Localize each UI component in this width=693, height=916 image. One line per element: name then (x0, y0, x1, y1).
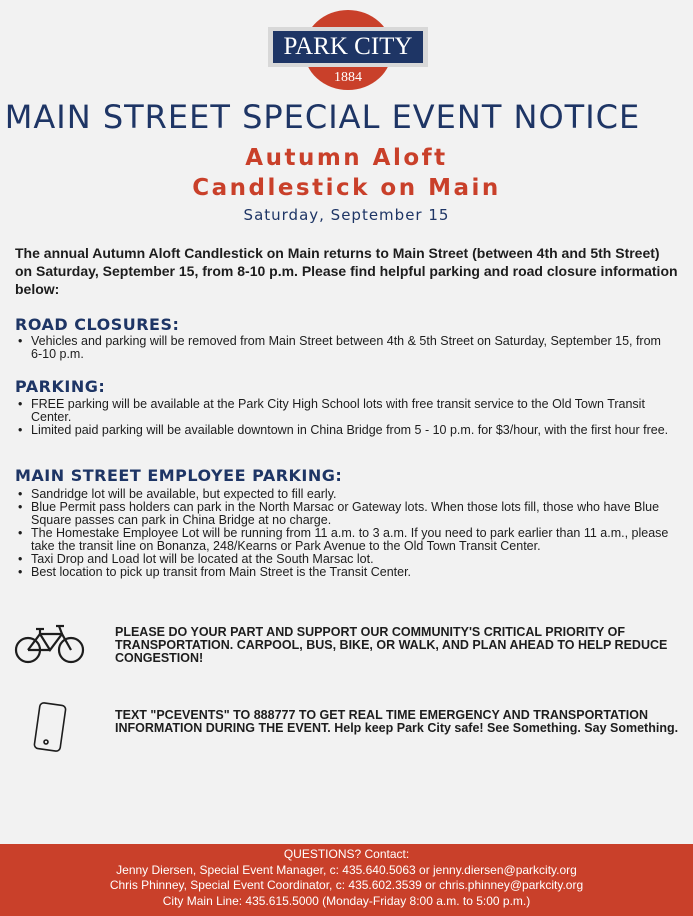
list-item: • Taxi Drop and Load lot will be located at the South Marsac lot. (15, 553, 680, 566)
event-name-line1: Autumn Aloft (245, 145, 448, 171)
park-city-logo (268, 10, 428, 90)
list-item: • FREE parking will be available at the Park City High School lots with free transit service to the Old Town Transit Center. (15, 398, 675, 424)
bicycle-icon (14, 622, 86, 666)
parking-heading: PARKING: (15, 377, 106, 396)
list-item: • Limited paid parking will be available downtown in China Bridge from 5 - 10 p.m. for $3/hour, with the first hour free. (15, 424, 675, 437)
intro-paragraph: The annual Autumn Aloft Candlestick on Main returns to Main Street (between 4th and 5th Street) on Saturday, September 15, from 8-10 p.m. Please find helpful parking and road closure information below: (15, 245, 678, 297)
employee-parking-heading: MAIN STREET EMPLOYEE PARKING: (15, 466, 343, 485)
employee-parking-list (15, 488, 680, 579)
text-alert-note: TEXT "PCEVENTS" TO 888777 TO GET REAL TIME EMERGENCY AND TRANSPORTATION INFORMATION DURING THE EVENT. Help keep Park City safe! See Something. Say Something. (115, 708, 679, 735)
list-item: • Best location to pick up transit from Main Street is the Transit Center. (15, 566, 680, 579)
footer-contact-line: City Main Line: 435.615.5000 (Monday-Friday 8:00 a.m. to 5:00 p.m.) (162, 893, 531, 908)
footer-contact-line: Jenny Diersen, Special Event Manager, c: 435.640.5063 or jenny.diersen@parkcity.org (116, 862, 577, 877)
parking-list (15, 398, 675, 437)
road-closures-heading: ROAD CLOSURES: (15, 315, 180, 334)
list-item: • Sandridge lot will be available, but expected to fill early. (15, 488, 680, 501)
phone-icon (31, 702, 71, 754)
footer-contact (0, 844, 693, 916)
logo-name: PARK CITY (273, 31, 423, 63)
event-name-line2: Candlestick on Main (192, 175, 501, 201)
transportation-note: PLEASE DO YOUR PART AND SUPPORT OUR COMMUNITY'S CRITICAL PRIORITY OF TRANSPORTATION. CARPOOL, BUS, BIKE, OR WALK, AND PLAN AHEAD TO HELP REDUCE CONGESTION! (115, 625, 668, 665)
list-item: • Blue Permit pass holders can park in the North Marsac or Gateway lots. When those lots fill, those who have Blue Square passes can park in China Bridge at no charge. (15, 501, 680, 527)
list-item: • Vehicles and parking will be removed from Main Street between 4th & 5th Street on Saturday, September 15, from 6-10 p.m. (15, 335, 665, 361)
road-closures-list (15, 335, 665, 361)
footer-contact-line: Chris Phinney, Special Event Coordinator, c: 435.602.3539 or chris.phinney@parkcity.org (109, 878, 584, 892)
logo-year: 1884 (334, 70, 362, 85)
event-date: Saturday, September 15 (243, 206, 450, 224)
list-item: • The Homestake Employee Lot will be running from 11 a.m. to 3 a.m. If you need to park earlier than 11 a.m., please take the transit line on Bonanza, 248/Kearns or Park Avenue to the Old Town Transit Center. (15, 527, 680, 553)
footer-heading: QUESTIONS? Contact: (283, 847, 410, 861)
page-title: MAIN STREET SPECIAL EVENT NOTICE (4, 98, 641, 136)
